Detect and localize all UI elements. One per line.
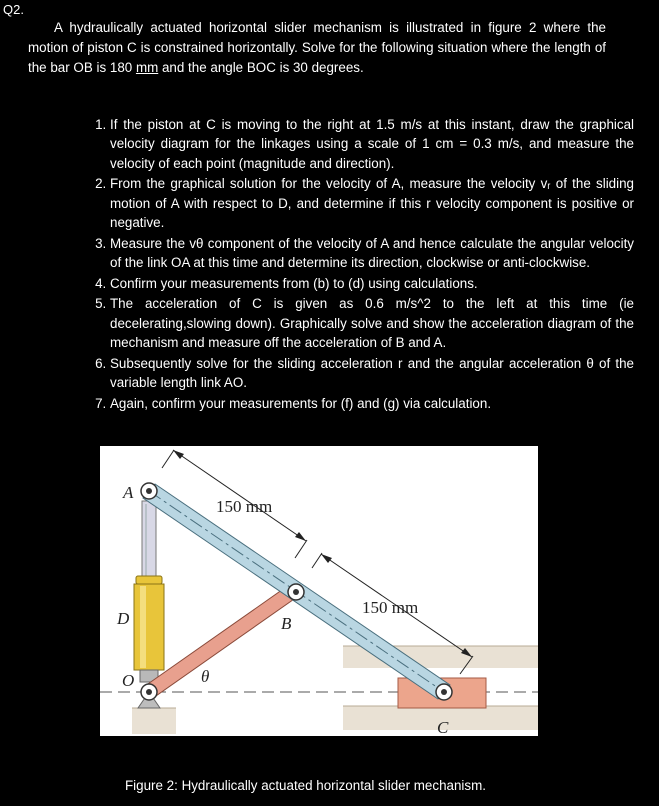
pin-b (288, 584, 304, 600)
label-o: O (122, 671, 135, 690)
dimension-label-1: 150 mm (216, 497, 273, 516)
list-item: 3. Measure the vθ component of the velocity of A and hence calculate the angular velocity of the link OA at this time and determine its direction, clockwise or anti-clockwise. (110, 234, 634, 273)
dimension-label-2: 150 mm (362, 598, 419, 617)
label-d: D (117, 609, 130, 628)
intro-paragraph (28, 18, 606, 78)
cylinder-body (134, 584, 164, 670)
intro-text-after: and the angle BOC is 30 degrees. (158, 60, 364, 75)
dim-1-ext-a (162, 450, 174, 468)
pin-c (436, 684, 452, 700)
pin-o (141, 684, 157, 700)
list-item: 1. If the piston at C is moving to the right at 1.5 m/s at this instant, draw the graphical velocity diagram for the linkages using a scale of 1 cm = 0.3 m/s, and measure the velocity of each point (magnitude and direction). (110, 115, 634, 173)
list-item: 2. From the graphical solution for the velocity of A, measure the velocity vᵣ of the sliding motion of A with respect to D, and determine if this r velocity component is positive or negative. (110, 174, 634, 232)
intro-unit: mm (135, 60, 159, 75)
intro-text-before: A hydraulically actuated horizontal slider mechanism is illustrated in figure 2 where the motion of piston C is constrained horizontally. Solve for the following situation where the length of the bar OB is 180 (28, 20, 606, 75)
piston-rod (142, 501, 156, 581)
dim-1-ext-b (295, 540, 307, 558)
question-number: Q2. (3, 2, 24, 17)
mechanism-diagram (100, 446, 538, 736)
figure-caption: Figure 2: Hydraulically actuated horizontal slider mechanism. (125, 778, 486, 793)
question-list (82, 115, 634, 414)
pivot-ground (132, 708, 176, 734)
mechanism-figure (100, 446, 538, 736)
label-a: A (123, 483, 134, 502)
list-item: 6. Subsequently solve for the sliding acceleration r and the angular acceleration θ of the variable length link AO. (110, 354, 634, 393)
label-b: B (281, 614, 292, 633)
list-item: 7. Again, confirm your measurements for (f) and (g) via calculation. (110, 394, 634, 413)
label-c: C (437, 718, 449, 736)
pin-a (141, 483, 157, 499)
cylinder-cap (136, 576, 162, 584)
dim-1-arrow-end (295, 532, 306, 541)
cylinder-shine (140, 586, 146, 668)
dim-2-arrow-start (321, 554, 332, 563)
dim-2-ext-b (312, 553, 322, 568)
label-theta: θ (201, 667, 210, 686)
link-ob (145, 585, 297, 698)
list-item: 5. The acceleration of C is given as 0.6 m/s^2 to the left at this time (ie decelerating,slowing down). Graphically solve and show the acceleration diagram of the mechanism and measure off the acceleration of B and A. (110, 294, 634, 352)
dim-1-arrow-start (173, 450, 184, 459)
list-item: 4. Confirm your measurements from (b) to (d) using calculations. (110, 274, 634, 293)
